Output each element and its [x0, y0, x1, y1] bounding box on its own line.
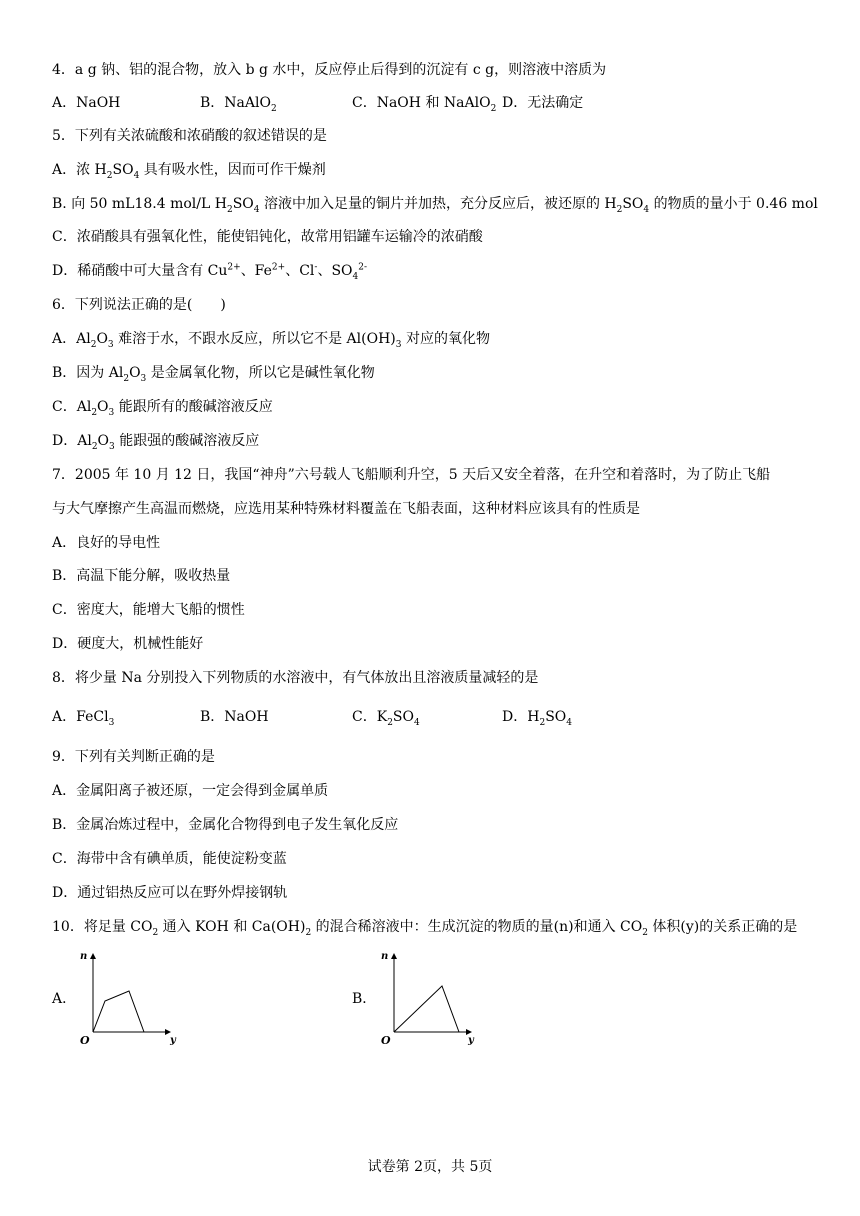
q4-stem: 4．a g 钠、铝的混合物，放入 b g 水中，反应停止后得到的沉淀有 c g，则溶液中溶质为	[52, 62, 607, 78]
q10-graph-a	[76, 948, 188, 1048]
q7-stem-line1: 7．2005 年 10 月 12 日，我国“神舟”六号载人飞船顺利升空，5 天后又安全着落，在升空和着落时，为了防止飞船	[52, 467, 771, 483]
q9-option-d: D．通过铝热反应可以在野外焊接钢轨	[52, 885, 288, 901]
q10-graph-a-n-label: n	[80, 951, 88, 962]
q9-stem: 9．下列有关判断正确的是	[52, 749, 215, 765]
q5-option-c: C．浓硝酸具有强氧化性，能使铝钝化，故常用铝罐车运输冷的浓硝酸	[52, 229, 483, 245]
q4-option-d: D．无法确定	[502, 95, 584, 111]
q10-graph-b	[378, 948, 490, 1048]
q6-option-c: C．$Al_2O_3$ 能跟所有的酸碱溶液反应	[52, 399, 273, 418]
q10-graph-b-curve	[394, 986, 459, 1032]
q7-option-c: C．密度大，能增大飞船的惯性	[52, 602, 245, 618]
q8-options	[52, 708, 812, 726]
q10-stem: 10．将足量 $CO_2$ 通入 KOH 和 $Ca(OH)_2$ 的混合稀溶液中：生成沉淀的物质的量(n)和通入 $CO_2$ 体积(y)的关系正确的是	[52, 919, 798, 938]
q6-option-b: B．因为 $Al_2O_3$ 是金属氧化物，所以它是碱性氧化物	[52, 365, 375, 384]
q5-option-a: A．浓 $H_2SO_4$ 具有吸水性，因而可作干燥剂	[52, 162, 326, 181]
q4-option-b: B．NaAlO$_2$	[200, 95, 277, 114]
q8-option-c: C．$K_2SO_4$	[352, 709, 420, 728]
q4-options	[52, 94, 812, 112]
q6-stem: 6．下列说法正确的是( )	[52, 297, 226, 313]
q6-option-a: A．$Al_2O_3$ 难溶于水，不跟水反应，所以它不是 $Al(OH)_3$ 对应的氧化物	[52, 331, 490, 350]
q8-stem: 8．将少量 Na 分别投入下列物质的水溶液中，有气体放出且溶液质量减轻的是	[52, 670, 539, 686]
q10-graph-a-origin: O	[80, 1034, 90, 1047]
q5-stem: 5．下列有关浓硫酸和浓硝酸的叙述错误的是	[52, 128, 327, 144]
q7-option-d: D．硬度大，机械性能好	[52, 636, 204, 652]
q10-graph-b-origin: O	[381, 1034, 391, 1047]
q5-option-b: B. 向 50 mL18.4 mol/L $H_2SO_4$ 溶液中加入足量的铜片并加热，充分反应后，被还原的 $H_2SO_4$ 的物质的量小于 0.46 mol	[52, 196, 818, 215]
q9-option-a: A．金属阳离子被还原，一定会得到金属单质	[52, 783, 329, 799]
q6-option-d: D．$Al_2O_3$ 能跟强的酸碱溶液反应	[52, 433, 260, 452]
q9-option-c: C．海带中含有碘单质，能使淀粉变蓝	[52, 851, 287, 867]
q10-graph-b-y-label: y	[468, 1035, 474, 1046]
q7-option-a: A．良好的导电性	[52, 535, 161, 551]
q7-option-b: B．高温下能分解，吸收热量	[52, 568, 231, 584]
q10-option-b-label: B．	[352, 991, 377, 1007]
q8-option-d: D．$H_2SO_4$	[502, 709, 572, 728]
q4-option-a: A．NaOH	[52, 95, 121, 111]
q4-option-c: C．NaOH 和 NaAlO$_2$	[352, 95, 497, 114]
q8-option-b: B．NaOH	[200, 709, 269, 725]
q10-graph-b-n-label: n	[381, 951, 389, 962]
page-footer: 试卷第 2页，共 5页	[367, 1159, 493, 1175]
q10-option-a-label: A．	[52, 991, 77, 1007]
q8-option-a: A．FeCl$_3$	[52, 709, 115, 728]
q7-stem-line2: 与大气摩擦产生高温而燃烧，应选用某种特殊材料覆盖在飞船表面，这种材料应该具有的性质是	[52, 501, 640, 517]
q10-graph-a-y-label: y	[170, 1035, 176, 1046]
q10-graph-a-curve	[93, 991, 144, 1032]
q5-option-d: D．稀硝酸中可大量含有 $Cu^{2+}$、$Fe^{2+}$、Cl-、$SO_4^{2-}$	[52, 262, 368, 282]
q9-option-b: B．金属冶炼过程中，金属化合物得到电子发生氧化反应	[52, 817, 399, 833]
